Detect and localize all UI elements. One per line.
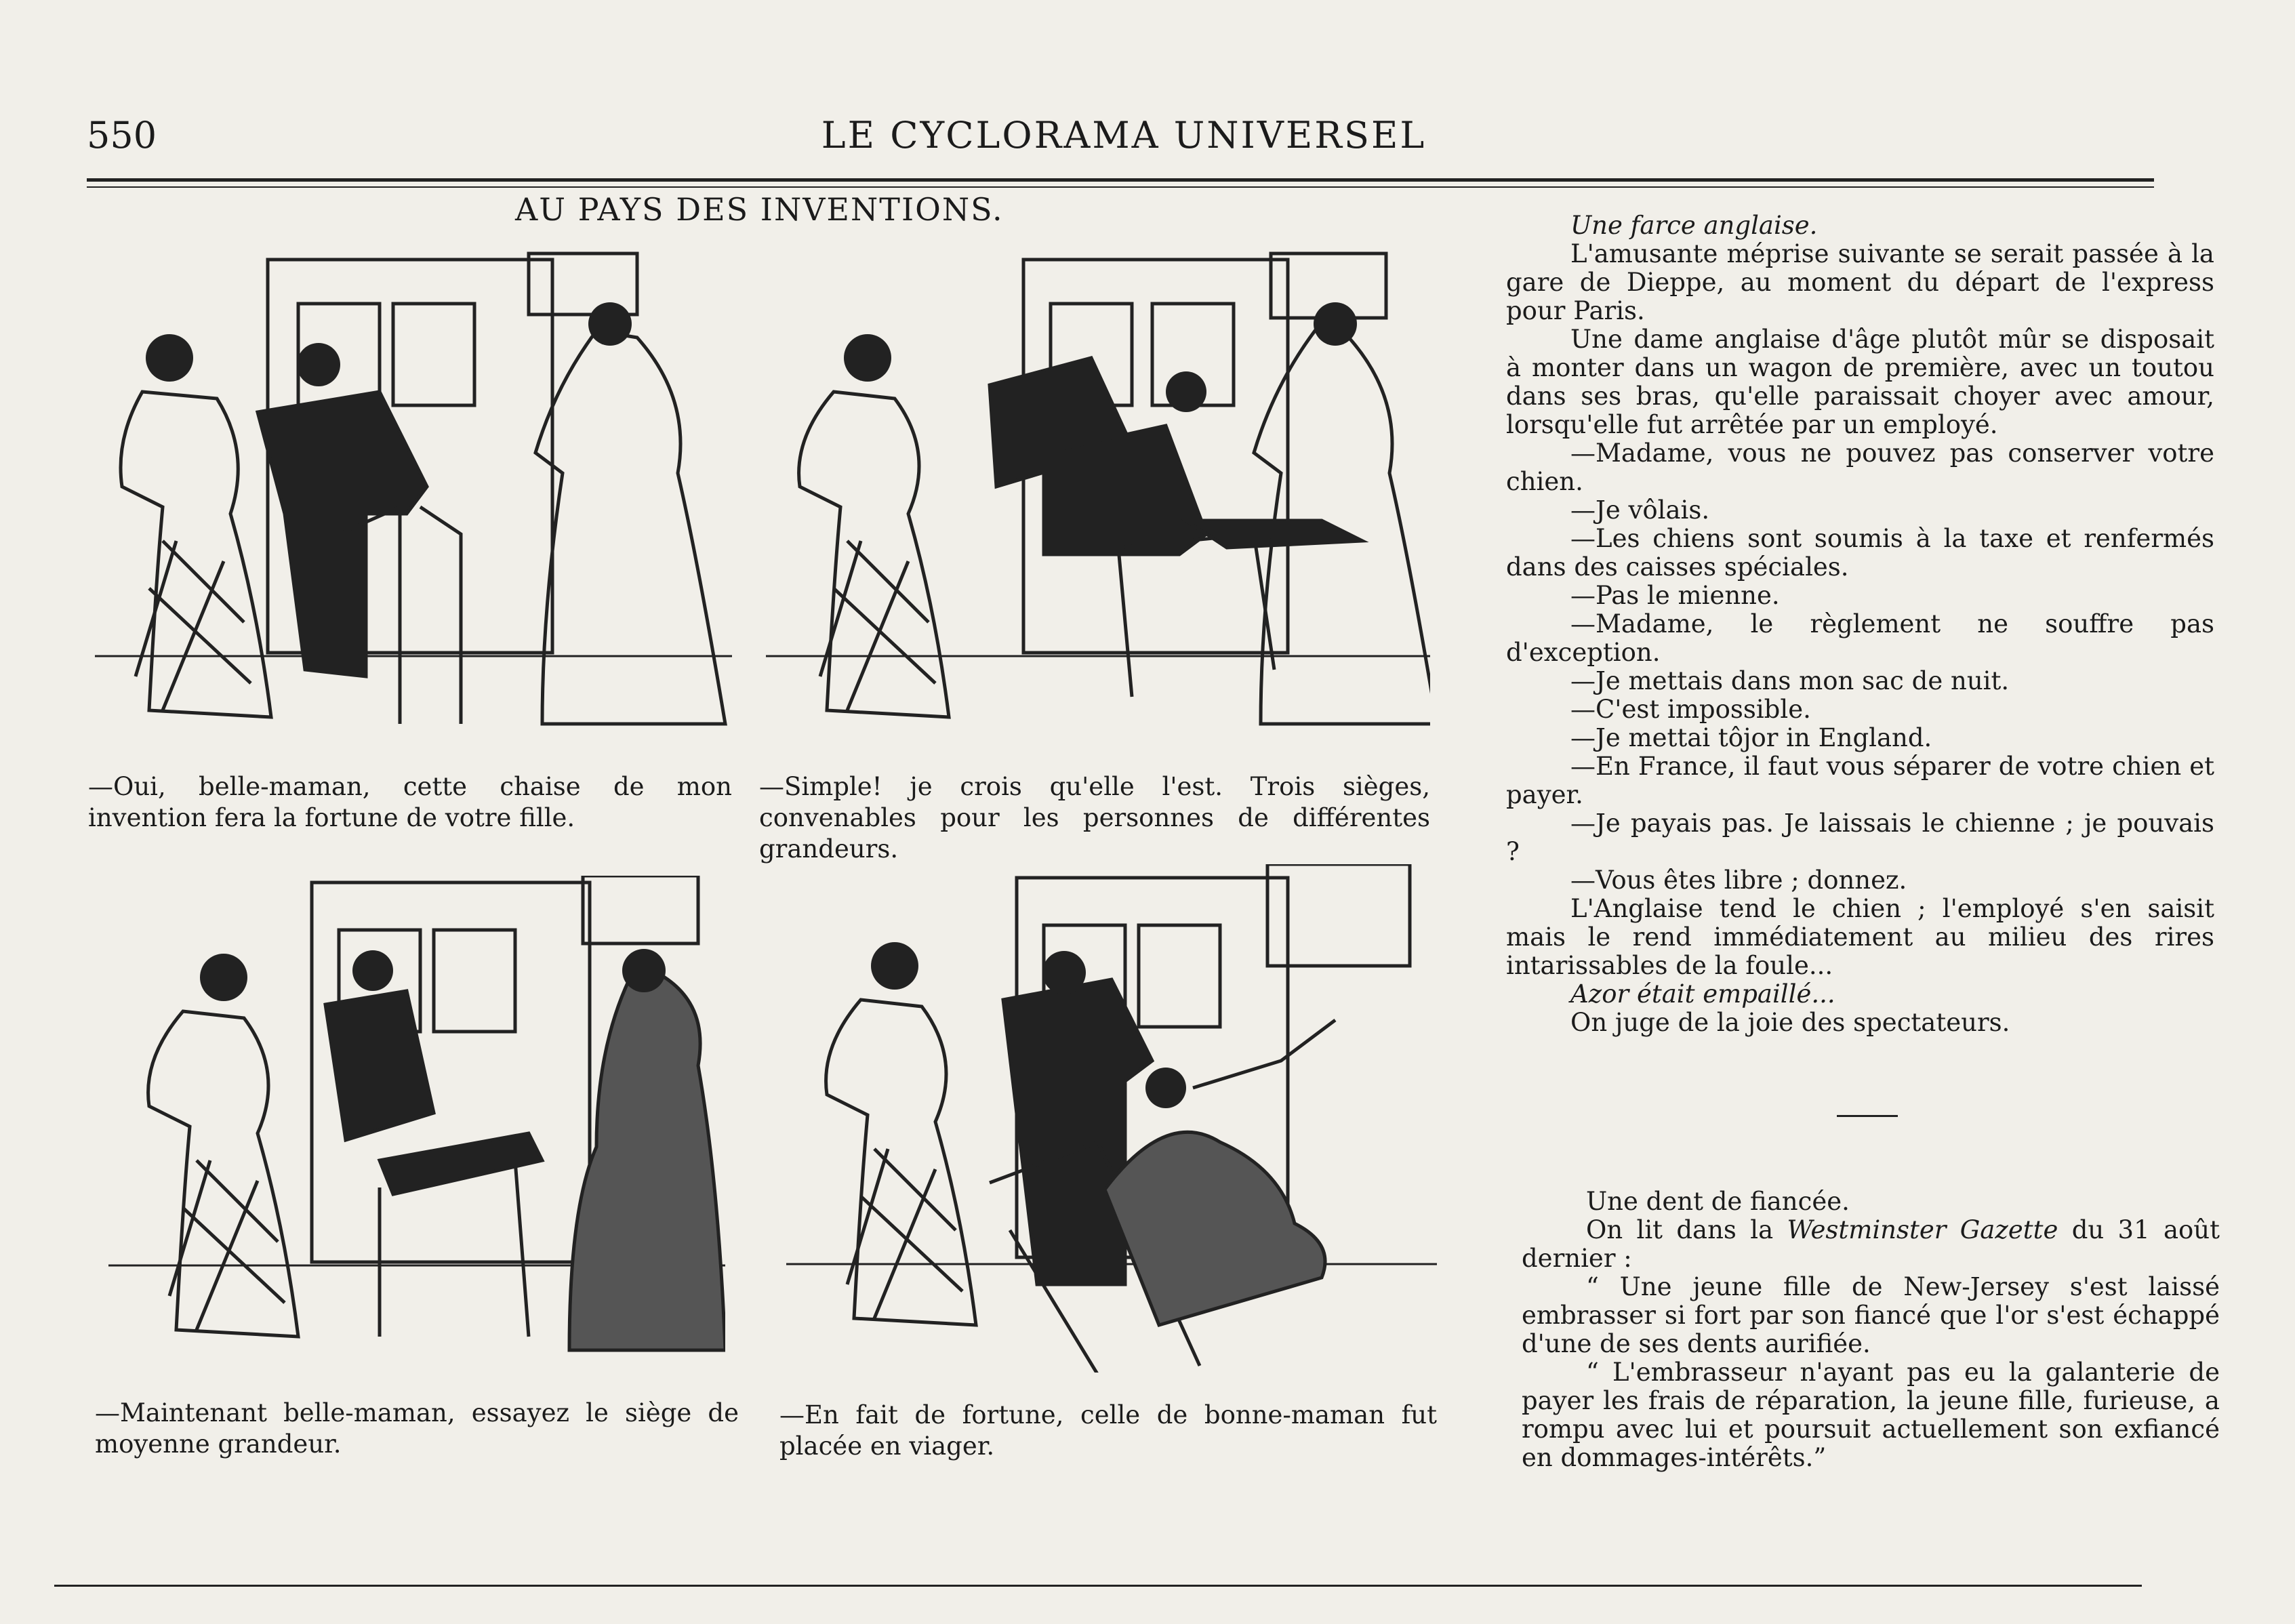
dialogue-line: —Vous êtes libre ; donnez. xyxy=(1570,866,1907,895)
dialogue-line: —Pas le mienne. xyxy=(1570,581,1780,610)
article-farce-anglaise xyxy=(1506,211,2214,1037)
source-name: Westminster Gazette xyxy=(1787,1215,2058,1244)
illustration-drawing xyxy=(108,876,725,1371)
illustration-drawing xyxy=(95,249,732,754)
dialogue-line: —En France, il faut vous séparer de votre chien et payer. xyxy=(1506,752,2214,809)
paragraph: On juge de la joie des spectateurs. xyxy=(1570,1008,2010,1037)
dialogue-line: —Je mettais dans mon sac de nuit. xyxy=(1570,666,2010,695)
page-number: 550 xyxy=(87,114,157,157)
illustration-panel-1 xyxy=(88,249,732,832)
section-title: AU PAYS DES INVENTIONS. xyxy=(515,191,1004,228)
header-rule xyxy=(87,178,2154,182)
dialogue-line: —Je payais pas. Je laissais le chienne ; je pouvais ? xyxy=(1506,809,2214,866)
illustration-drawing xyxy=(766,249,1430,754)
quote-paragraph: “ L'embrasseur n'ayant pas eu la galanterie de payer les frais de réparation, la jeune fille, furieuse, a rompu avec lui et poursuit actuellement son exfiancé en dommages-intérêts.” xyxy=(1522,1358,2220,1472)
header-rule-thin xyxy=(87,186,2154,188)
panel-caption: —Simple! je crois qu'elle l'est. Trois sièges, convenables pour les personnes de différentes grandeurs. xyxy=(759,772,1430,864)
intro-text: On lit dans la xyxy=(1586,1215,1787,1244)
paragraph: L'Anglaise tend le chien ; l'employé s'en saisit mais le rend immédiatement au milieu des rires intarissables de la foule... xyxy=(1506,894,2214,980)
intro-text: du 31 août dernier : xyxy=(1522,1215,2220,1273)
panel-caption: —Maintenant belle-maman, essayez le siège de moyenne grandeur. xyxy=(95,1398,739,1459)
paragraph xyxy=(1522,1216,2220,1273)
footer-rule xyxy=(54,1585,2142,1587)
dialogue-line: —Je vôlais. xyxy=(1570,495,1710,525)
quote-paragraph: “ Une jeune fille de New-Jersey s'est laissé embrasser si fort par son fiancé que l'or s'est échappé d'une de ses dents aurifiée. xyxy=(1522,1272,2220,1358)
illustration-panel-4 xyxy=(779,864,1437,1461)
dialogue-line: —Madame, le règlement ne souffre pas d'exception. xyxy=(1506,609,2214,667)
paragraph: L'amusante méprise suivante se serait passée à la gare de Dieppe, au moment du départ de l'express pour Paris. xyxy=(1506,239,2214,325)
dialogue-line: —Madame, vous ne pouvez pas conserver votre chien. xyxy=(1506,439,2214,496)
article-separator xyxy=(1837,1115,1898,1117)
dialogue-line: —Je mettai tôjor in England. xyxy=(1570,723,1932,752)
dialogue-line: —C'est impossible. xyxy=(1570,695,1811,724)
panel-caption: —Oui, belle-maman, cette chaise de mon invention fera la fortune de votre fille. xyxy=(88,772,732,832)
running-title: LE CYCLORAMA UNIVERSEL xyxy=(821,114,1427,157)
dialogue-line: —Les chiens sont soumis à la taxe et renfermés dans des caisses spéciales. xyxy=(1506,524,2214,582)
page-header xyxy=(87,114,2161,175)
illustration-panel-2 xyxy=(759,249,1430,864)
paragraph: Une dame anglaise d'âge plutôt mûr se disposait à monter dans un wagon de première, avec un toutou dans ses bras, qu'elle paraissait choyer avec amour, lorsqu'elle fut arrêtée par un employé. xyxy=(1506,325,2214,439)
punchline: Azor était empaillé... xyxy=(1570,979,1835,1009)
article-title: Une dent de fiancée. xyxy=(1586,1187,1850,1216)
illustration-panel-3 xyxy=(95,876,739,1459)
article-title: Une farce anglaise. xyxy=(1570,211,1818,240)
illustration-drawing xyxy=(786,864,1437,1373)
article-dent-de-fiancee xyxy=(1522,1187,2220,1472)
panel-caption: —En fait de fortune, celle de bonne-maman fut placée en viager. xyxy=(779,1400,1437,1461)
